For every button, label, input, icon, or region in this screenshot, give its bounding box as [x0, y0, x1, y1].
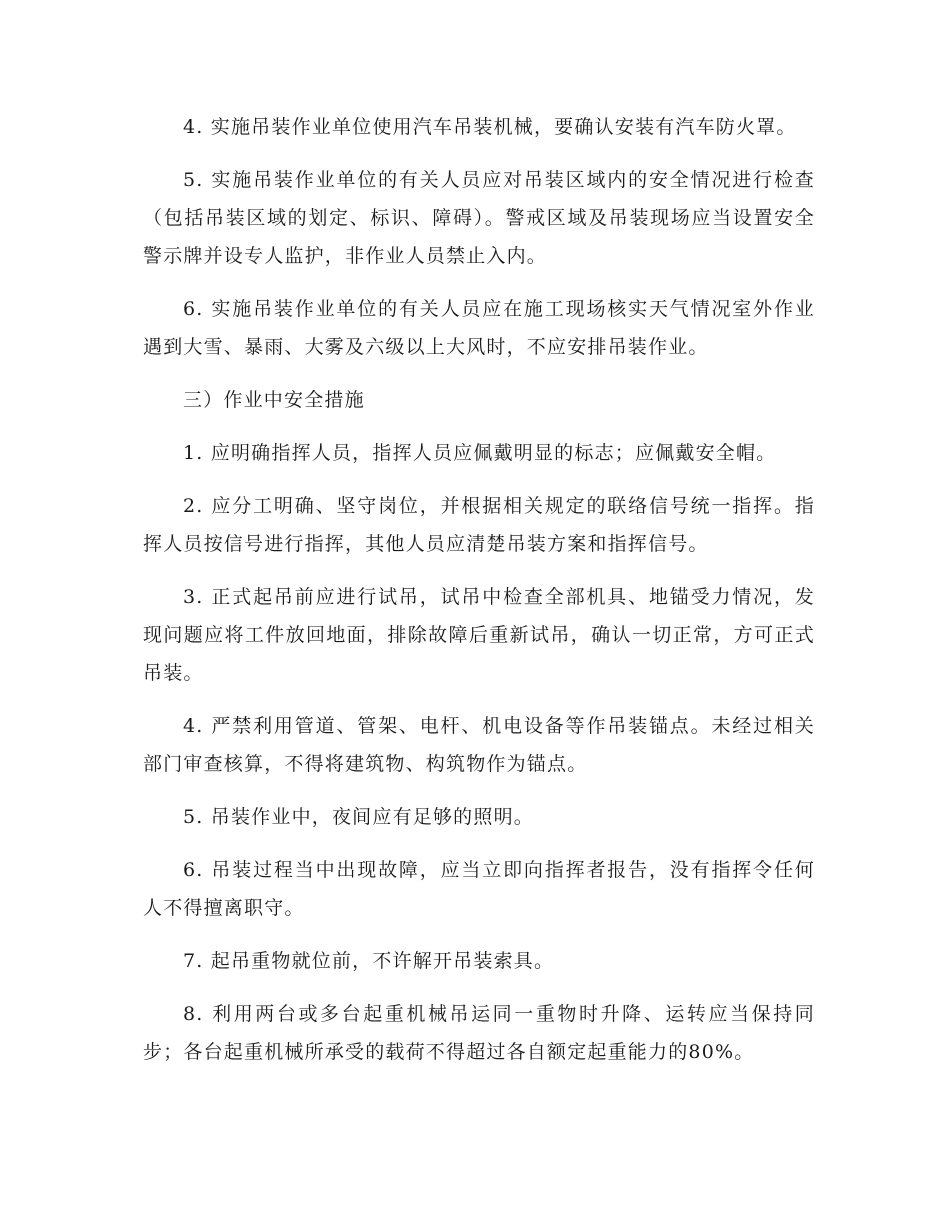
paragraph-item-8-multi-crane: 8. 利用两台或多台起重机械吊运同一重物时升降、运转应当保持同步；各台起重机械所承受的载荷不得超过各自额定起重能力的80%。	[143, 1003, 815, 1063]
paragraph-item-5-lighting: 5. 吊装作业中，夜间应有足够的照明。	[183, 806, 534, 828]
paragraph-item-3-trial-lift: 3. 正式起吊前应进行试吊，试吊中检查全部机具、地锚受力情况，发现问题应将工件放回地面，排除故障后重新试吊，确认一切正常，方可正式吊装。	[143, 586, 815, 684]
section-heading-in-operation-safety: 三）作业中安全措施	[183, 389, 365, 411]
paragraph-item-2-signals: 2. 应分工明确、坚守岗位，并根据相关规定的联络信号统一指挥。指挥人员按信号进行指挥，其他人员应清楚吊装方案和指挥信号。	[143, 495, 815, 555]
paragraph-item-7-rigging: 7. 起吊重物就位前，不许解开吊装索具。	[183, 950, 555, 972]
paragraph-item-6-weather-check: 6. 实施吊装作业单位的有关人员应在施工现场核实天气情况室外作业遇到大雪、暴雨、大雾及六级以上大风时，不应安排吊装作业。	[143, 298, 815, 358]
document-body	[143, 108, 815, 1086]
paragraph-item-6-fault-report: 6. 吊装过程当中出现故障，应当立即向指挥者报告，没有指挥令任何人不得擅离职守。	[143, 859, 815, 919]
paragraph-item-1-commander: 1. 应明确指挥人员，指挥人员应佩戴明显的标志；应佩戴安全帽。	[183, 442, 777, 464]
paragraph-item-5-area-inspection: 5. 实施吊装作业单位的有关人员应对吊装区域内的安全情况进行检查（包括吊装区域的划定、标识、障碍）。警戒区域及吊装现场应当设置安全警示牌并设专人监护，非作业人员禁止入内。	[143, 169, 815, 267]
paragraph-item-4-anchor-points: 4. 严禁利用管道、管架、电杆、机电设备等作吊装锚点。未经过相关部门审查核算，不得将建筑物、构筑物作为锚点。	[143, 715, 815, 775]
paragraph-item-4-fire-cover: 4. 实施吊装作业单位使用汽车吊装机械，要确认安装有汽车防火罩。	[183, 116, 797, 138]
